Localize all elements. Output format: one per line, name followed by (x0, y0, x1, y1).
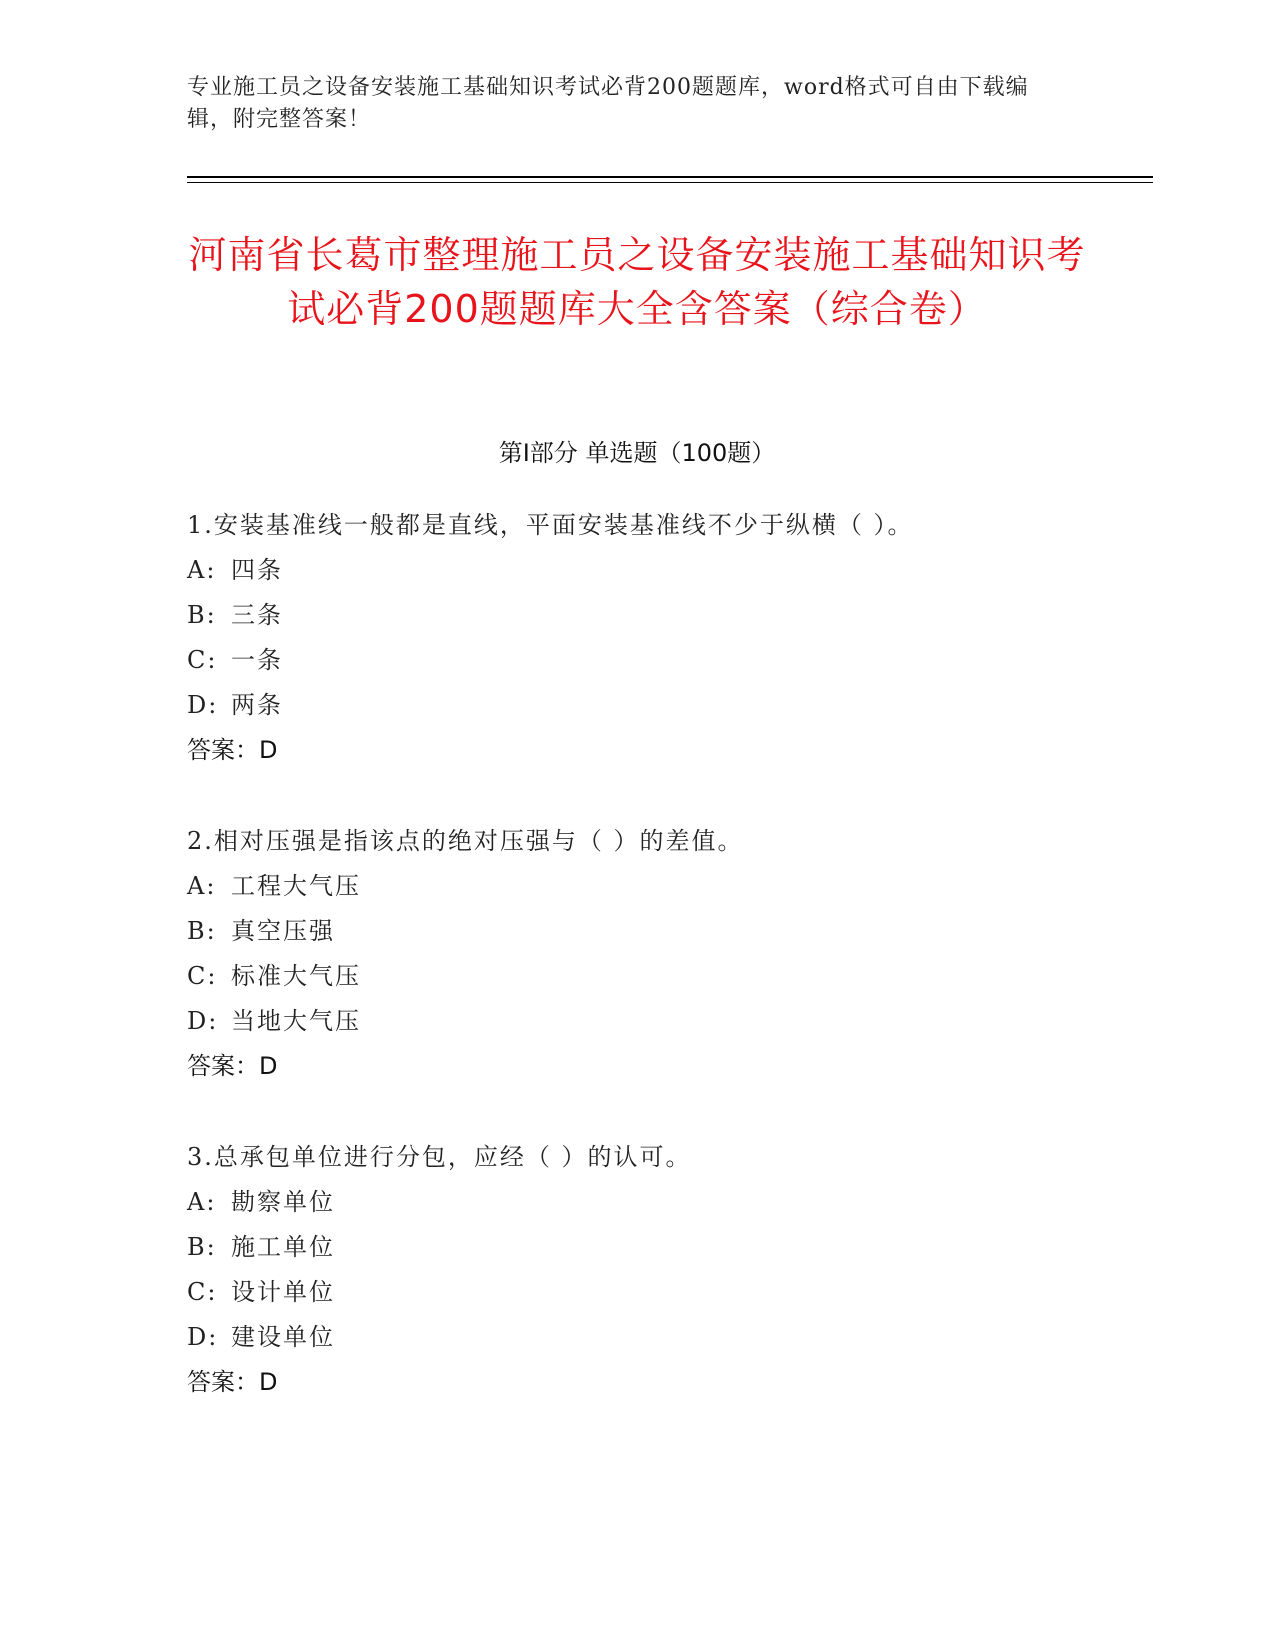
option-letter: D: (187, 1323, 219, 1351)
option-text: 当地大气压 (231, 1007, 361, 1035)
option-text: 三条 (231, 601, 283, 629)
option-letter: B: (187, 601, 217, 629)
option-text: 标准大气压 (231, 962, 361, 990)
option-b (187, 593, 1087, 638)
option-text: 勘察单位 (231, 1188, 335, 1216)
answer-prefix: 答案： (187, 736, 259, 764)
option-letter: D: (187, 1007, 219, 1035)
option-d (187, 683, 1087, 728)
document-title: 河南省长葛市整理施工员之设备安装施工基础知识考试必背200题题库大全含答案（综合卷） (188, 233, 1086, 331)
option-c (187, 954, 1087, 999)
option-text: 四条 (231, 556, 283, 584)
option-letter: B: (187, 917, 217, 945)
option-letter: A: (187, 1188, 217, 1216)
answer-line (187, 1360, 1087, 1405)
question-stem: 3.总承包单位进行分包，应经（ ）的认可。 (187, 1143, 692, 1171)
option-letter: B: (187, 1233, 217, 1261)
header-rule-thin (187, 182, 1153, 183)
option-a (187, 548, 1087, 593)
option-b (187, 1225, 1087, 1270)
option-text: 工程大气压 (231, 872, 361, 900)
option-text: 两条 (231, 691, 283, 719)
answer-line (187, 1044, 1087, 1089)
answer-prefix: 答案： (187, 1368, 259, 1396)
answer-prefix: 答案： (187, 1052, 259, 1080)
option-text: 设计单位 (231, 1278, 335, 1306)
question-stem: 2.相对压强是指该点的绝对压强与（ ）的差值。 (187, 827, 744, 855)
question-stem: 1.安装基准线一般都是直线，平面安装基准线不少于纵横（ ）。 (187, 511, 914, 539)
option-letter: C: (187, 1278, 218, 1306)
option-letter: D: (187, 691, 219, 719)
option-letter: C: (187, 646, 218, 674)
answer-value: D (259, 1368, 278, 1396)
question-2 (187, 819, 1087, 1089)
answer-value: D (259, 736, 278, 764)
option-letter: C: (187, 962, 218, 990)
answer-line (187, 728, 1087, 773)
option-c (187, 1270, 1087, 1315)
answer-value: D (259, 1052, 278, 1080)
option-a (187, 864, 1087, 909)
option-text: 一条 (231, 646, 283, 674)
section-title: 第Ⅰ部分 单选题（100题） (498, 439, 776, 467)
question-1 (187, 503, 1087, 773)
option-b (187, 909, 1087, 954)
question-3 (187, 1135, 1087, 1405)
header-rule-thick (187, 176, 1153, 178)
option-letter: A: (187, 556, 217, 584)
option-letter: A: (187, 872, 217, 900)
option-d (187, 1315, 1087, 1360)
option-a (187, 1180, 1087, 1225)
header-note: 专业施工员之设备安装施工基础知识考试必背200题题库，word格式可自由下载编辑，附完整答案！ (187, 75, 1029, 132)
option-text: 施工单位 (231, 1233, 335, 1261)
option-text: 真空压强 (231, 917, 335, 945)
option-d (187, 999, 1087, 1044)
option-text: 建设单位 (231, 1323, 335, 1351)
option-c (187, 638, 1087, 683)
